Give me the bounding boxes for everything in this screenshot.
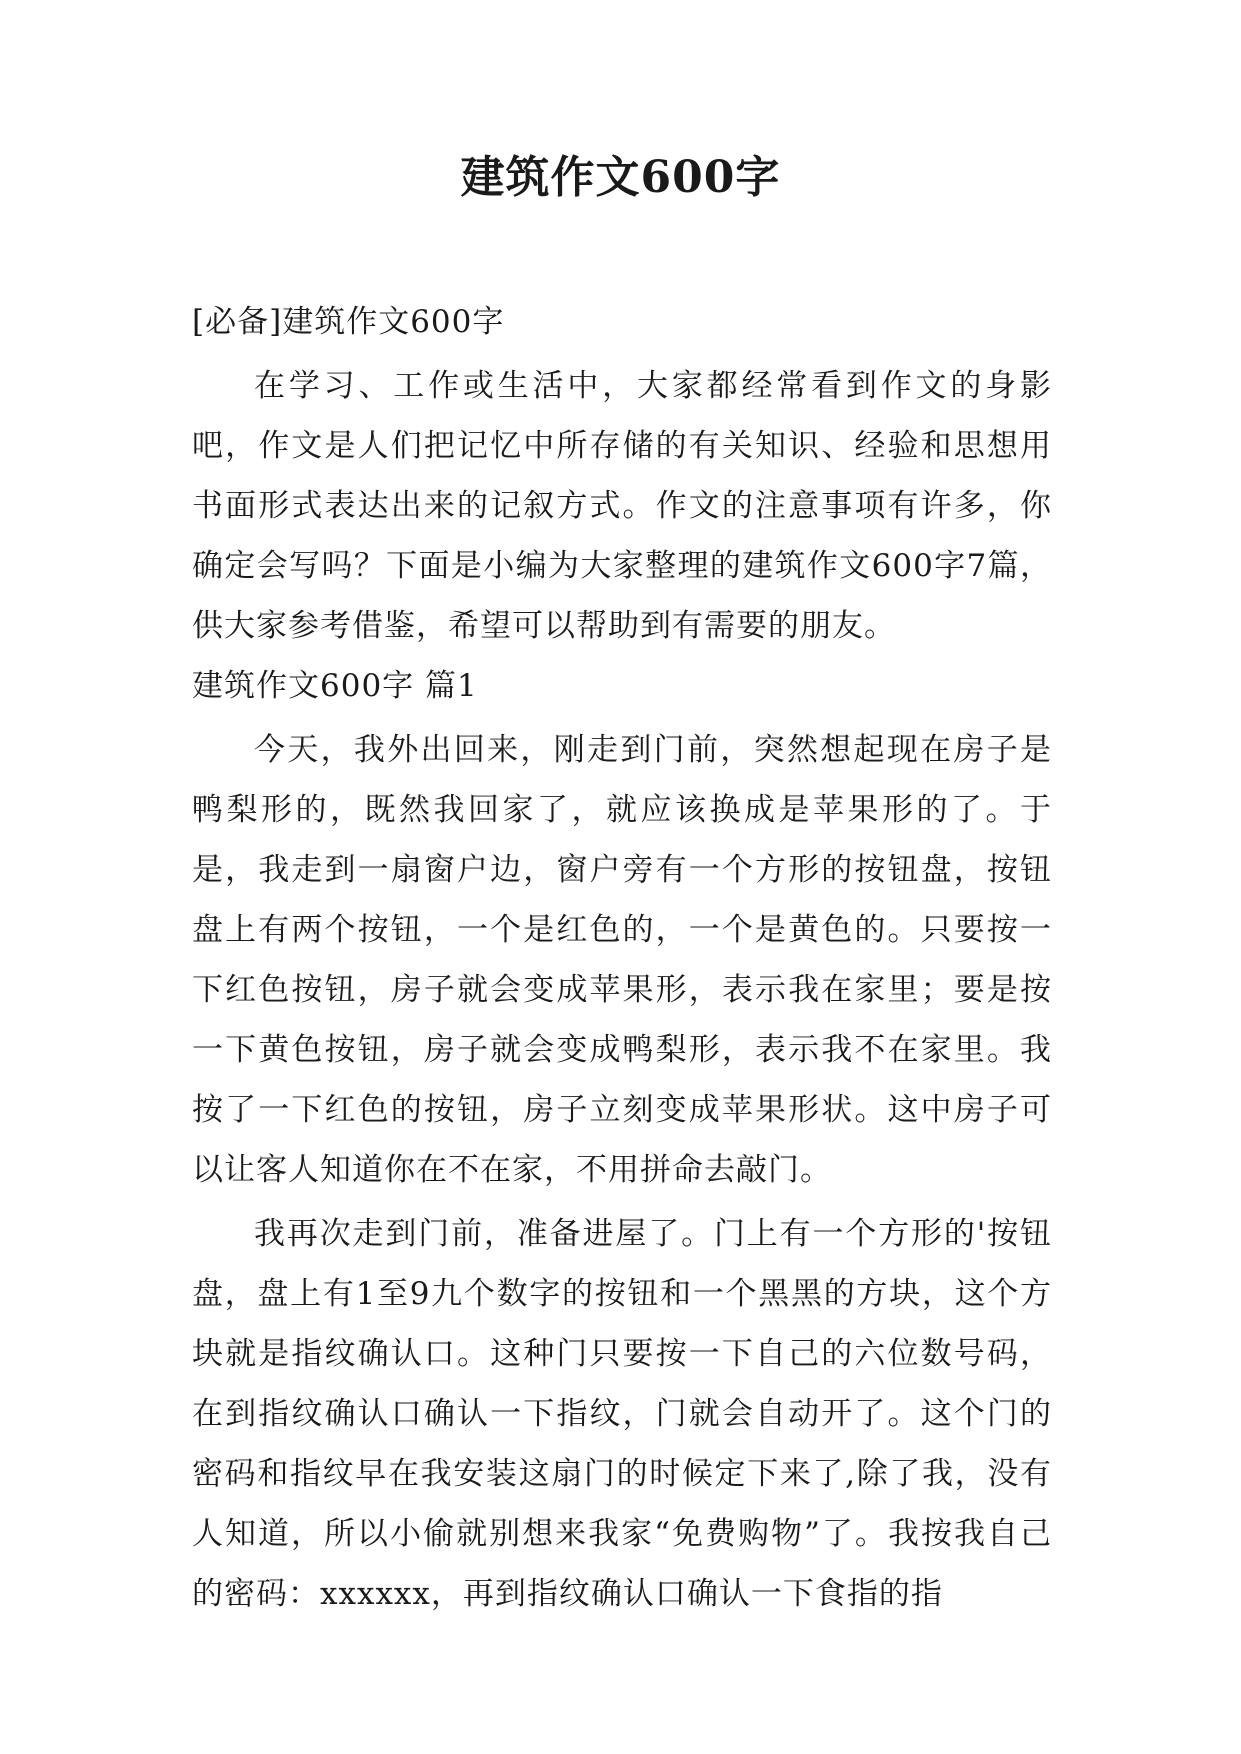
section-heading: 建筑作文600字 篇1	[192, 668, 478, 704]
body-paragraph-2: 我再次走到门前，准备进屋了。门上有一个方形的'按钮盘，盘上有1至9九个数字的按钮和一个黑黑的方块，这个方块就是指纹确认口。这种门只要按一下自己的六位数号码，在到指纹确认口确认一下指纹，门就会自动开了。这个门的密码和指纹早在我安装这扇门的时候定下来了,除了我，没有人知道，所以小偷就别想来我家“免费购物”了。我按我自己的密码：xxxxxx，再到指纹确认口确认一下食指的指	[192, 1216, 1052, 1612]
intro-paragraph: 在学习、工作或生活中，大家都经常看到作文的身影吧，作文是人们把记忆中所存储的有关知识、经验和思想用书面形式表达出来的记叙方式。作文的注意事项有许多，你确定会写吗？下面是小编为大家整理的建筑作文600字7篇，供大家参考借鉴，希望可以帮助到有需要的朋友。	[192, 368, 1052, 644]
document-title: 建筑作文600字	[460, 152, 781, 203]
body-paragraph-1: 今天，我外出回来，刚走到门前，突然想起现在房子是鸭梨形的，既然我回家了，就应该换成是苹果形的了。于是，我走到一扇窗户边，窗户旁有一个方形的按钮盘，按钮盘上有两个按钮，一个是红色的，一个是黄色的。只要按一下红色按钮，房子就会变成苹果形，表示我在家里；要是按一下黄色按钮，房子就会变成鸭梨形，表示我不在家里。我按了一下红色的按钮，房子立刻变成苹果形状。这中房子可以让客人知道你在不在家，不用拼命去敲门。	[192, 732, 1052, 1188]
document-body	[192, 292, 1052, 1624]
document-subtitle: [必备]建筑作文600字	[192, 304, 505, 340]
